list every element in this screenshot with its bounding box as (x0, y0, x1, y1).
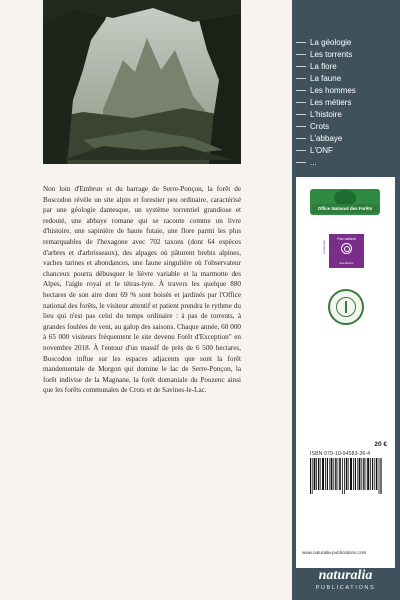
parc-side-text: partenaire (322, 240, 326, 254)
tree-icon (334, 190, 356, 205)
info-panel (296, 177, 395, 568)
topic-label: Crots (310, 122, 330, 132)
topic-label: La géologie (310, 37, 352, 47)
dash-marker (296, 102, 306, 103)
forest-photo (43, 0, 241, 164)
dash-marker (296, 138, 306, 139)
publisher-sub: PUBLICATIONS (315, 585, 376, 591)
topic-label: L'abbaye (310, 134, 343, 144)
tree-circle-icon (336, 297, 356, 317)
dash-marker (296, 150, 306, 151)
topic-item (296, 84, 396, 96)
publisher-url: www.naturalia-publications.com (302, 550, 367, 555)
publisher-logo (296, 568, 395, 594)
topic-item (296, 60, 396, 72)
parc-top-text: Parc national (337, 237, 356, 241)
dash-marker (296, 162, 306, 163)
topic-label: ... (310, 158, 317, 168)
parc-bottom-text: des Écrins (339, 261, 354, 265)
dash-marker (296, 90, 306, 91)
spiral-icon (341, 243, 352, 254)
topic-item (296, 145, 396, 157)
barcode-icon (310, 458, 384, 494)
onf-logo-text: Office National des Forêts (317, 206, 373, 211)
topic-item (296, 36, 396, 48)
topic-list (296, 36, 396, 169)
dash-marker (296, 42, 306, 43)
description-text: Non loin d'Embrun et du barrage de Serre-Ponçon, la forêt de Boscodon révèle un site alpin et forestier peu ordinaire, caractérisé par une géologie dantesque, un système torrentiel grandiose et redouté, une abbaye romane qui se raconte comme un livre d'histoire, une sapinière de haute futaie, une flore parmi les plus remarquables de l'hexagone avec 702 taxons (dont 64 espèces d'arbres et d'arbrisseaux), des alpages où pâturent brebis alpines, vaches tarines et abondances, une faune singulière où l'observateur chanceux pourra débusquer le lièvre variable et la marmotte des Alpes, l'aigle royal et le tétras-lyre. À travers les quelque 880 hectares de son aire dont 69 % sont boisés et jardinés par l'Office national des forêts, le visiteur attentif et patient prendra le rythme du lieu qui n'est pas celui du temps ordinaire : à pas de torrents, à grandes foulées de vent, au galop des saisons. Chaque année, 60 000 à 65 000 visiteurs fréquentent le site devenu Forêt d'Exception" en novembre 2018. À l'entour d'un massif de près de 6 500 hectares, Boscodon influe sur les espaces adjacents que sont la forêt mandementale de Morgon qui domine le lac de Serre-Ponçon, la forêt indivise de la Magnane, la forêt domaniale du Pouzenc ainsi que les forêts communales de Crots et de Savines-le-Lac. (43, 185, 241, 395)
topic-label: Les torrents (310, 49, 353, 59)
topic-item (296, 109, 396, 121)
forest-photo-image (43, 0, 241, 164)
topic-item (296, 96, 396, 108)
dash-marker (296, 78, 306, 79)
onf-logo (310, 189, 380, 215)
topic-label: L'histoire (310, 110, 342, 120)
topic-item (296, 133, 396, 145)
topic-label: La faune (310, 73, 342, 83)
topic-label: Les hommes (310, 85, 356, 95)
dash-marker (296, 66, 306, 67)
topic-label: L'ONF (310, 146, 333, 156)
topic-item (296, 72, 396, 84)
forest-label-logo (328, 289, 364, 325)
parc-national-logo (322, 234, 364, 268)
dash-marker (296, 126, 306, 127)
isbn: ISBN 979-10-94583-36-4 (310, 451, 371, 457)
topic-item (296, 48, 396, 60)
topic-label: Les métiers (310, 98, 352, 108)
price: 20 € (374, 441, 387, 448)
topic-item (296, 121, 396, 133)
topic-item (296, 157, 396, 169)
dash-marker (296, 114, 306, 115)
dash-marker (296, 54, 306, 55)
publisher-name: naturalia (318, 568, 373, 583)
topic-label: La flore (310, 61, 337, 71)
